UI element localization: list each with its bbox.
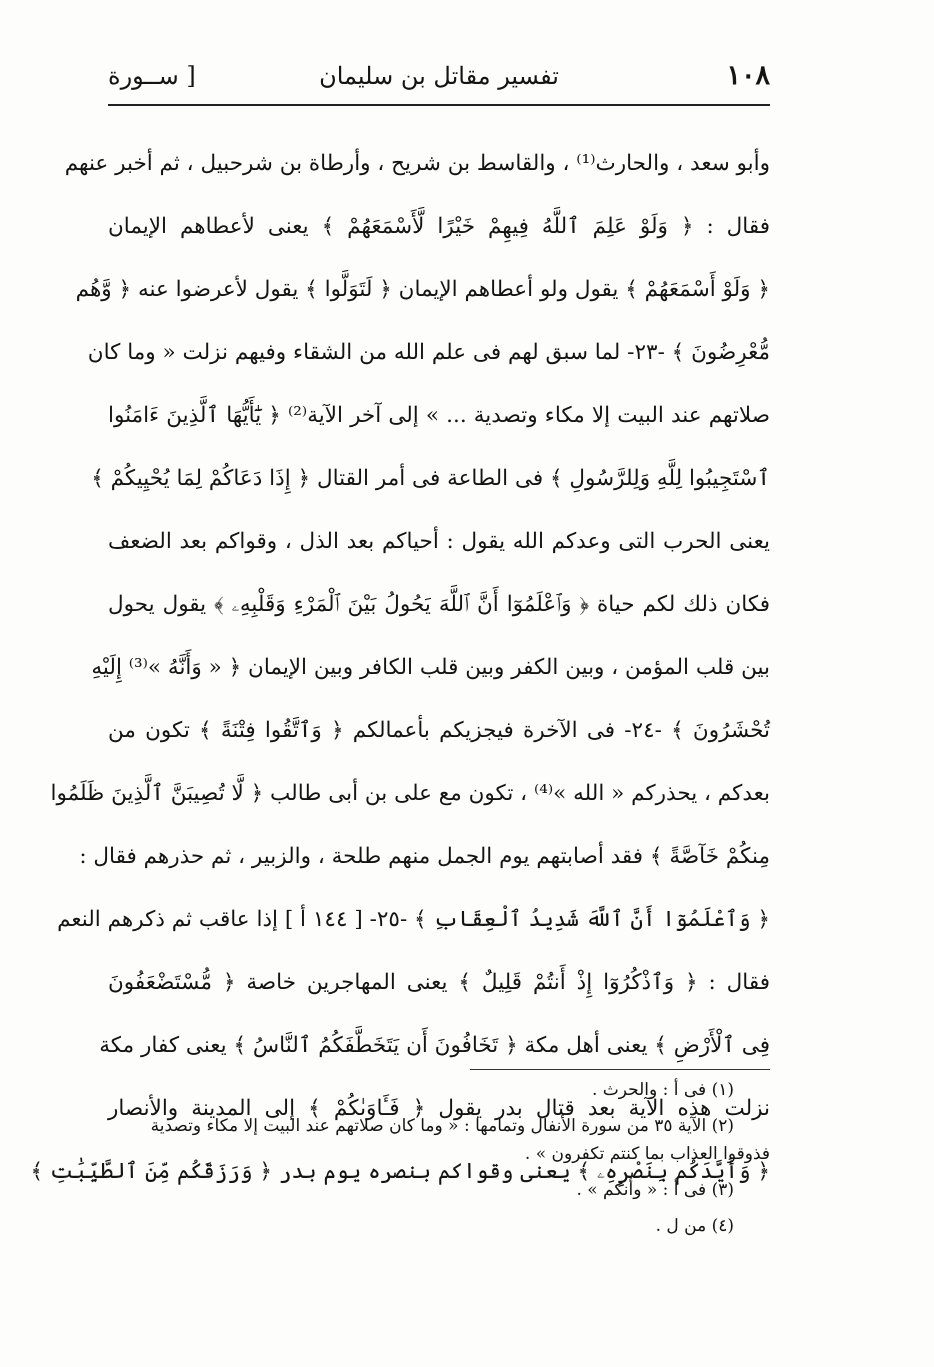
footnote-rule (470, 1069, 770, 1070)
body-text (30, 138, 770, 1209)
body-line: فكان ذلك لكم حياة ﴿ وَٱعْلَمُوٓا أَنَّ ٱللَّهَ يَحُولُ بَيْنَ ٱلْمَرْءِ وَقَلْبِهِۦ ﴾ يقول يحول (108, 592, 770, 617)
footnote-2-continuation: فذوقوا العذاب بما كنتم تكفرون » . (524, 1144, 770, 1164)
header-rule (108, 104, 770, 106)
footnotes (30, 1076, 770, 1240)
footnote-4: (٤) من ل . (655, 1216, 734, 1236)
body-line: ﴿ وَلَوْ أَسْمَعَهُمْ ﴾ يقول ولو أعطاهم الإيمان ﴿ لَتَوَلَّوا ﴾ يقول لأعرضوا عنه ﴿ وَّهُم (75, 277, 770, 302)
body-line: فِى ٱلْأَرْضِ ﴾ يعنى أهل مكة ﴿ تَخَافُونَ أَن يَتَخَطَّفَكُمُ ٱلنَّاسُ ﴾ يعنى كفار مكة (99, 1033, 770, 1058)
book-title: تفسير مقاتل بن سليمان (319, 62, 559, 90)
body-line: ٱسْتَجِيبُوا لِلَّهِ وَلِلرَّسُولِ ﴾ فى الطاعة فى أمر القتال ﴿ إِذَا دَعَاكُمْ لِمَا يُحْيِيكُمْ ﴾ (91, 466, 770, 491)
body-line: نزلت هذه الآية بعد قتال بدر يقول ﴿ فَـَٔاوَىٰكُمْ ﴾ إلى المدينة والأنصار (108, 1096, 770, 1121)
body-line: ﴿ وَٱعْلَمُوٓا أَنَّ ٱللَّهَ شَدِيدُ ٱلْعِقَابِ ﴾ -٢٥- [ ١٤٤ أ ] إذا عاقب ثم ذكرهم النعم (57, 907, 770, 932)
running-header (108, 58, 770, 102)
body-line: يعنى الحرب التى وعدكم الله يقول : أحياكم بعد الذل ، وقواكم بعد الضعف (108, 529, 770, 554)
body-line: فقال : ﴿ وَلَوْ عَلِمَ ٱللَّهُ فِيهِمْ خَيْرًا لَّأَسْمَعَهُمْ ﴾ يعنى لأعطاهم الإيمان (108, 214, 770, 239)
footnote-2: (٢) الآية ٣٥ من سورة الأنفال وتمامها : « وما كان صلاتهم عند البيت إلا مكاء وتصدية (150, 1116, 734, 1136)
section-name: [ ســورة (108, 62, 196, 90)
body-line: وأبو سعد ، والحارث⁽¹⁾ ، والقاسط بن شريح ، وأرطاة بن شرحبيل ، ثم أخبر عنهم (64, 151, 770, 176)
body-line: بين قلب المؤمن ، وبين الكفر وبين قلب الكافر وبين الإيمان ﴿ « وَأَنَّهُ »⁽³⁾ إِلَيْهِ (91, 655, 770, 680)
body-line: مِنكُمْ خَآصَّةً ﴾ فقد أصابتهم يوم الجمل منهم طلحة ، والزبير ، ثم حذرهم فقال : (79, 844, 770, 869)
body-line: فقال : ﴿ وَٱذْكُرُوٓا إِذْ أَنتُمْ قَلِيلٌ ﴾ يعنى المهاجرين خاصة ﴿ مُّسْتَضْعَفُونَ (108, 970, 770, 995)
footnote-3: (٣) فى أ : « وأنكم » . (576, 1180, 734, 1200)
body-line: مُّعْرِضُونَ ﴾ -٢٣- لما سبق لهم فى علم الله من الشقاء وفيهم نزلت « وما كان (87, 340, 770, 365)
footnote-1: (١) فى أ : والحرث . (591, 1080, 734, 1100)
page-number: ١٠٨ (726, 60, 770, 91)
body-line: تُحْشَرُونَ ﴾ -٢٤- فى الآخرة فيجزيكم بأعمالكم ﴿ وَٱتَّقُوا فِتْنَةً ﴾ تكون من (108, 718, 770, 743)
body-line: بعدكم ، يحذركم « الله »⁽⁴⁾ ، تكون مع على بن أبى طالب ﴿ لَّا تُصِيبَنَّ ٱلَّذِينَ ظَلَمُوا (50, 781, 770, 806)
body-line: ﴿ وَأَيَّدَكُم بِنَصْرِهِۦ ﴾ يعنى وقواكم بنصره يوم بدر ﴿ وَرَزَقَكُم مِّنَ ٱلطَّيِّبَٰتِ ﴾ (30, 1159, 770, 1184)
body-line: صلاتهم عند البيت إلا مكاء وتصدية ... » إلى آخر الآية⁽²⁾ ﴿ يَٰٓأَيُّهَا ٱلَّذِينَ ءَامَنُوا (108, 403, 770, 428)
